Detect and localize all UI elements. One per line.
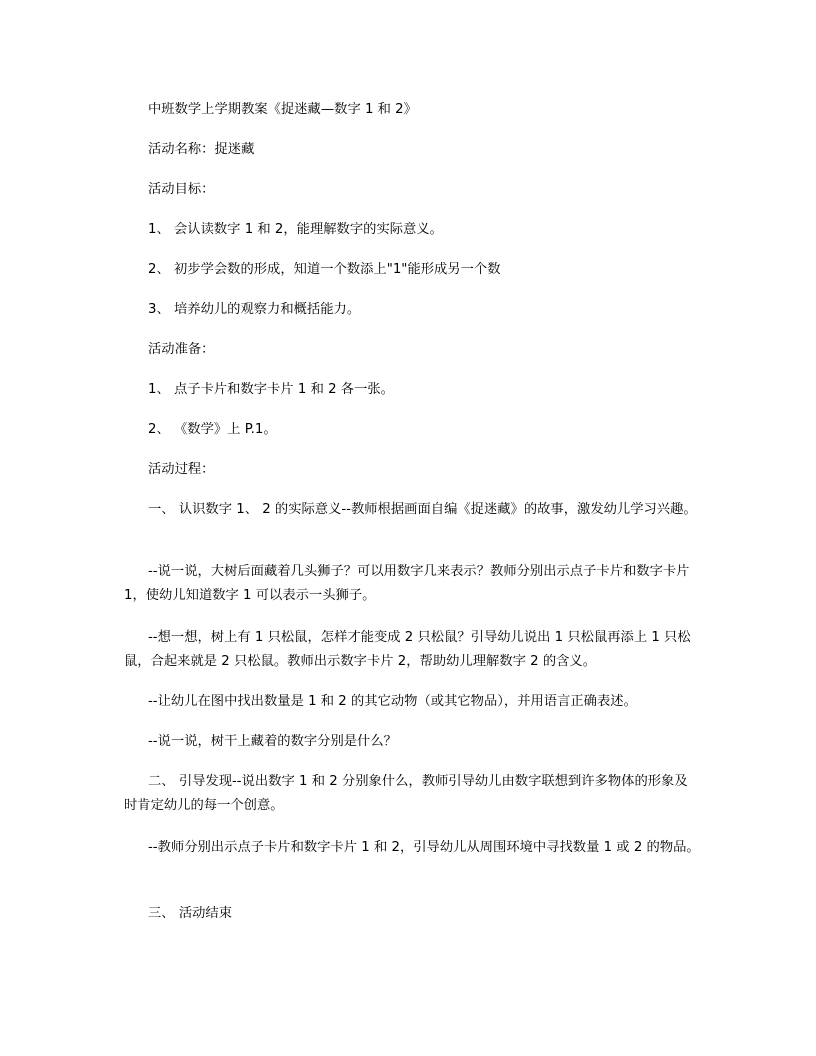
goal-item: 3、 培养幼儿的观察力和概括能力。 [148,302,361,317]
goals-heading: 活动目标： [148,182,215,197]
prep-heading: 活动准备： [148,342,215,357]
process-item: --让幼儿在图中找出数量是 1 和 2 的其它动物（或其它物品），并用语言正确表述。 [148,694,637,709]
process-item: --说一说，大树后面藏着几头狮子？可以用数字几来表示？教师分别出示点子卡片和数字卡片 1，使幼儿知道数字 1 可以表示一头狮子。 [124,564,690,603]
process-item: --教师分别出示点子卡片和数字卡片 1 和 2，引导幼儿从周围环境中寻找数量 1 或 2 的物品。 [148,840,700,855]
process-item: 二、 引导发现--说出数字 1 和 2 分别象什么，教师引导幼儿由数字联想到许多物体的形象及时肯定幼儿的每一个创意。 [124,774,688,813]
goal-item: 2、 初步学会数的形成，知道一个数添上"1"能形成另一个数 [148,262,501,277]
goal-item: 1、 会认读数字 1 和 2，能理解数字的实际意义。 [148,222,443,237]
document-title: 中班数学上学期教案《捉迷藏—数字 1 和 2》 [148,102,417,117]
activity-name: 活动名称：捉迷藏 [148,142,255,157]
prep-item: 1、 点子卡片和数字卡片 1 和 2 各一张。 [148,382,394,397]
process-heading: 活动过程： [148,462,215,477]
process-item: 一、 认识数字 1、 2 的实际意义--教师根据画面自编《捉迷藏》的故事，激发幼儿学习兴趣。 [148,502,697,517]
prep-item: 2、 《数学》上 P.1。 [148,422,277,437]
process-item: 三、 活动结束 [148,906,233,921]
process-item: --说一说，树干上藏着的数字分别是什么？ [148,734,397,749]
process-item: --想一想，树上有 1 只松鼠，怎样才能变成 2 只松鼠？引导幼儿说出 1 只松鼠再添上 1 只松鼠，合起来就是 2 只松鼠。教师出示数字卡片 2，帮助幼儿理解数字 2 的含义。 [124,630,691,669]
